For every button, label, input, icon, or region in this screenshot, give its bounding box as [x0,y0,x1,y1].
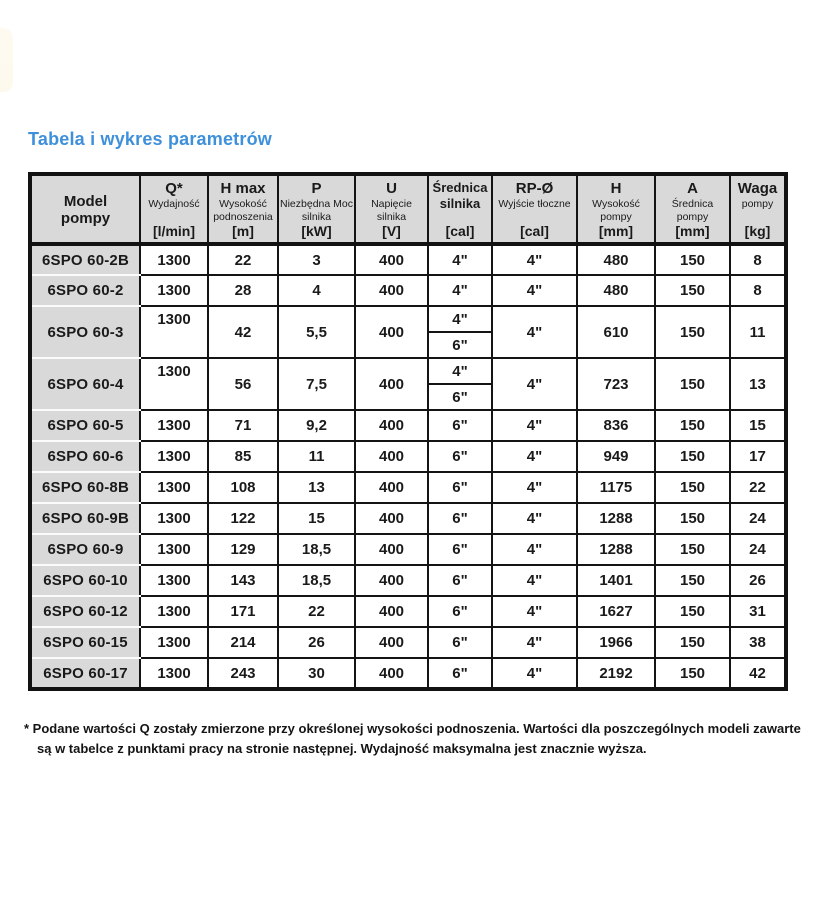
header-motor-diameter-label: Średnica silnika [432,180,488,211]
model-cell: 6SPO 60-17 [30,658,140,689]
a-cell: 150 [655,565,730,596]
header-rp-symbol: RP-Ø [515,180,554,197]
header-h-unit: [mm] [598,222,634,239]
header-hmax [208,174,278,244]
q-cell: 1300 [140,565,208,596]
h-cell: 610 [577,306,655,358]
model-cell: 6SPO 60-10 [30,565,140,596]
header-motor-diameter-unit: [cal] [445,222,475,239]
table-row [30,658,786,689]
p-cell: 11 [278,441,355,472]
hmax-cell: 56 [208,358,278,410]
header-p [278,174,355,244]
u-cell: 400 [355,503,428,534]
h-cell: 1966 [577,627,655,658]
model-cell: 6SPO 60-15 [30,627,140,658]
pump-parameters-table [28,172,788,691]
rp-cell: 4" [492,534,577,565]
hmax-cell: 22 [208,244,278,275]
header-a [655,174,730,244]
rp-cell: 4" [492,410,577,441]
h-cell: 949 [577,441,655,472]
hmax-cell: 214 [208,627,278,658]
model-cell: 6SPO 60-2 [30,275,140,306]
q-cell: 1300 [140,244,208,275]
page-title: Tabela i wykres parametrów [28,129,272,149]
rp-cell: 4" [492,441,577,472]
h-cell: 723 [577,358,655,410]
header-h-symbol: H [610,180,622,197]
table-header [30,174,786,244]
h-cell: 836 [577,410,655,441]
weight-cell: 8 [730,244,786,275]
header-rp-unit: [cal] [520,222,549,239]
weight-cell: 42 [730,658,786,689]
hmax-cell: 28 [208,275,278,306]
u-cell: 400 [355,472,428,503]
weight-cell: 24 [730,534,786,565]
hmax-cell: 108 [208,472,278,503]
weight-cell: 26 [730,565,786,596]
h-cell: 1627 [577,596,655,627]
table-row [30,275,786,306]
u-cell: 400 [355,658,428,689]
header-hmax-unit: [m] [232,222,254,239]
a-cell: 150 [655,244,730,275]
motor-cell: 6" [428,596,492,627]
rp-cell: 4" [492,658,577,689]
weight-cell: 15 [730,410,786,441]
a-cell: 150 [655,503,730,534]
u-cell: 400 [355,596,428,627]
a-cell: 150 [655,410,730,441]
motor-cell: 6" [428,410,492,441]
q-cell: 1300 [140,358,208,410]
a-cell: 150 [655,275,730,306]
header-a-sub: Średnica pompy [671,198,714,223]
header-q-symbol: Q* [165,180,183,197]
q-cell: 1300 [140,534,208,565]
hmax-cell: 42 [208,306,278,358]
rp-cell: 4" [492,358,577,410]
header-model [30,174,140,244]
hmax-cell: 143 [208,565,278,596]
p-cell: 30 [278,658,355,689]
page-edge-artifact [0,28,13,92]
header-p-unit: [kW] [301,222,332,239]
table-row [30,627,786,658]
q-cell: 1300 [140,596,208,627]
model-cell: 6SPO 60-2B [30,244,140,275]
q-cell: 1300 [140,503,208,534]
weight-cell: 31 [730,596,786,627]
p-cell: 18,5 [278,565,355,596]
q-cell: 1300 [140,306,208,358]
motor-bottom-cell: 6" [428,332,492,358]
header-motor-diameter [428,174,492,244]
header-weight-symbol: Waga [737,180,778,197]
p-cell: 5,5 [278,306,355,358]
u-cell: 400 [355,565,428,596]
motor-cell: 6" [428,472,492,503]
weight-cell: 13 [730,358,786,410]
header-u-sub: Napięcie silnika [371,198,412,223]
u-cell: 400 [355,358,428,410]
u-cell: 400 [355,244,428,275]
h-cell: 2192 [577,658,655,689]
q-cell: 1300 [140,410,208,441]
a-cell: 150 [655,306,730,358]
p-cell: 18,5 [278,534,355,565]
model-cell: 6SPO 60-8B [30,472,140,503]
rp-cell: 4" [492,596,577,627]
a-cell: 150 [655,534,730,565]
footnote: * Podane wartości Q zostały zmierzone przy określonej wysokości podnoszenia. Wartości dla poszczególnych modeli zawarte są w tabelce z punktami pracy na stronie następnej. Wydajność maksymalna jest znacznie wyższa. [24,721,801,756]
weight-cell: 38 [730,627,786,658]
motor-cell: 6" [428,627,492,658]
rp-cell: 4" [492,627,577,658]
hmax-cell: 243 [208,658,278,689]
motor-cell: 4" [428,244,492,275]
q-cell: 1300 [140,627,208,658]
motor-bottom-cell: 6" [428,384,492,410]
table-row [30,441,786,472]
table-row [30,306,786,332]
motor-cell: 6" [428,658,492,689]
header-rp [492,174,577,244]
u-cell: 400 [355,441,428,472]
p-cell: 22 [278,596,355,627]
header-p-symbol: P [311,180,322,197]
p-cell: 13 [278,472,355,503]
h-cell: 1175 [577,472,655,503]
u-cell: 400 [355,275,428,306]
weight-cell: 22 [730,472,786,503]
weight-cell: 17 [730,441,786,472]
a-cell: 150 [655,627,730,658]
motor-cell: 4" [428,275,492,306]
header-model-line1: Model [63,192,108,210]
model-cell: 6SPO 60-6 [30,441,140,472]
header-q-sub: Wydajność [148,198,200,211]
q-cell: 1300 [140,275,208,306]
header-a-unit: [mm] [675,222,710,239]
header-h [577,174,655,244]
motor-cell: 6" [428,565,492,596]
header-weight-unit: [kg] [744,222,771,239]
table-row [30,472,786,503]
hmax-cell: 129 [208,534,278,565]
rp-cell: 4" [492,275,577,306]
model-cell: 6SPO 60-9 [30,534,140,565]
table-row [30,244,786,275]
header-u-unit: [V] [382,222,401,239]
header-weight-sub: pompy [741,198,774,211]
a-cell: 150 [655,358,730,410]
header-hmax-sub: Wysokość podnoszenia [213,198,273,223]
header-weight [730,174,786,244]
weight-cell: 11 [730,306,786,358]
a-cell: 150 [655,472,730,503]
table-row [30,410,786,441]
h-cell: 1288 [577,534,655,565]
hmax-cell: 122 [208,503,278,534]
header-hmax-symbol: H max [220,180,266,197]
h-cell: 480 [577,244,655,275]
q-cell: 1300 [140,472,208,503]
table-row [30,534,786,565]
a-cell: 150 [655,596,730,627]
hmax-cell: 85 [208,441,278,472]
weight-cell: 8 [730,275,786,306]
p-cell: 4 [278,275,355,306]
u-cell: 400 [355,306,428,358]
header-q-unit: [l/min] [153,222,195,239]
hmax-cell: 71 [208,410,278,441]
header-a-symbol: A [687,180,698,197]
motor-cell: 6" [428,534,492,565]
u-cell: 400 [355,534,428,565]
a-cell: 150 [655,441,730,472]
table-row [30,503,786,534]
p-cell: 7,5 [278,358,355,410]
header-p-sub: Niezbędna Moc silnika [280,198,353,223]
rp-cell: 4" [492,565,577,596]
model-cell: 6SPO 60-4 [30,358,140,410]
motor-cell: 6" [428,503,492,534]
header-u [355,174,428,244]
h-cell: 1401 [577,565,655,596]
model-cell: 6SPO 60-3 [30,306,140,358]
weight-cell: 24 [730,503,786,534]
model-cell: 6SPO 60-12 [30,596,140,627]
h-cell: 480 [577,275,655,306]
table-row [30,565,786,596]
rp-cell: 4" [492,503,577,534]
motor-top-cell: 4" [428,306,492,332]
p-cell: 26 [278,627,355,658]
rp-cell: 4" [492,472,577,503]
u-cell: 400 [355,627,428,658]
h-cell: 1288 [577,503,655,534]
a-cell: 150 [655,658,730,689]
header-rp-sub: Wyjście tłoczne [498,198,571,211]
table-row [30,596,786,627]
u-cell: 400 [355,410,428,441]
hmax-cell: 171 [208,596,278,627]
table-row [30,358,786,384]
motor-cell: 6" [428,441,492,472]
motor-top-cell: 4" [428,358,492,384]
p-cell: 15 [278,503,355,534]
header-q [140,174,208,244]
q-cell: 1300 [140,658,208,689]
p-cell: 9,2 [278,410,355,441]
header-model-line2: pompy [60,210,111,227]
model-cell: 6SPO 60-9B [30,503,140,534]
q-cell: 1300 [140,441,208,472]
header-u-symbol: U [386,180,397,197]
model-cell: 6SPO 60-5 [30,410,140,441]
p-cell: 3 [278,244,355,275]
rp-cell: 4" [492,244,577,275]
rp-cell: 4" [492,306,577,358]
header-h-sub: Wysokość pompy [592,198,640,223]
